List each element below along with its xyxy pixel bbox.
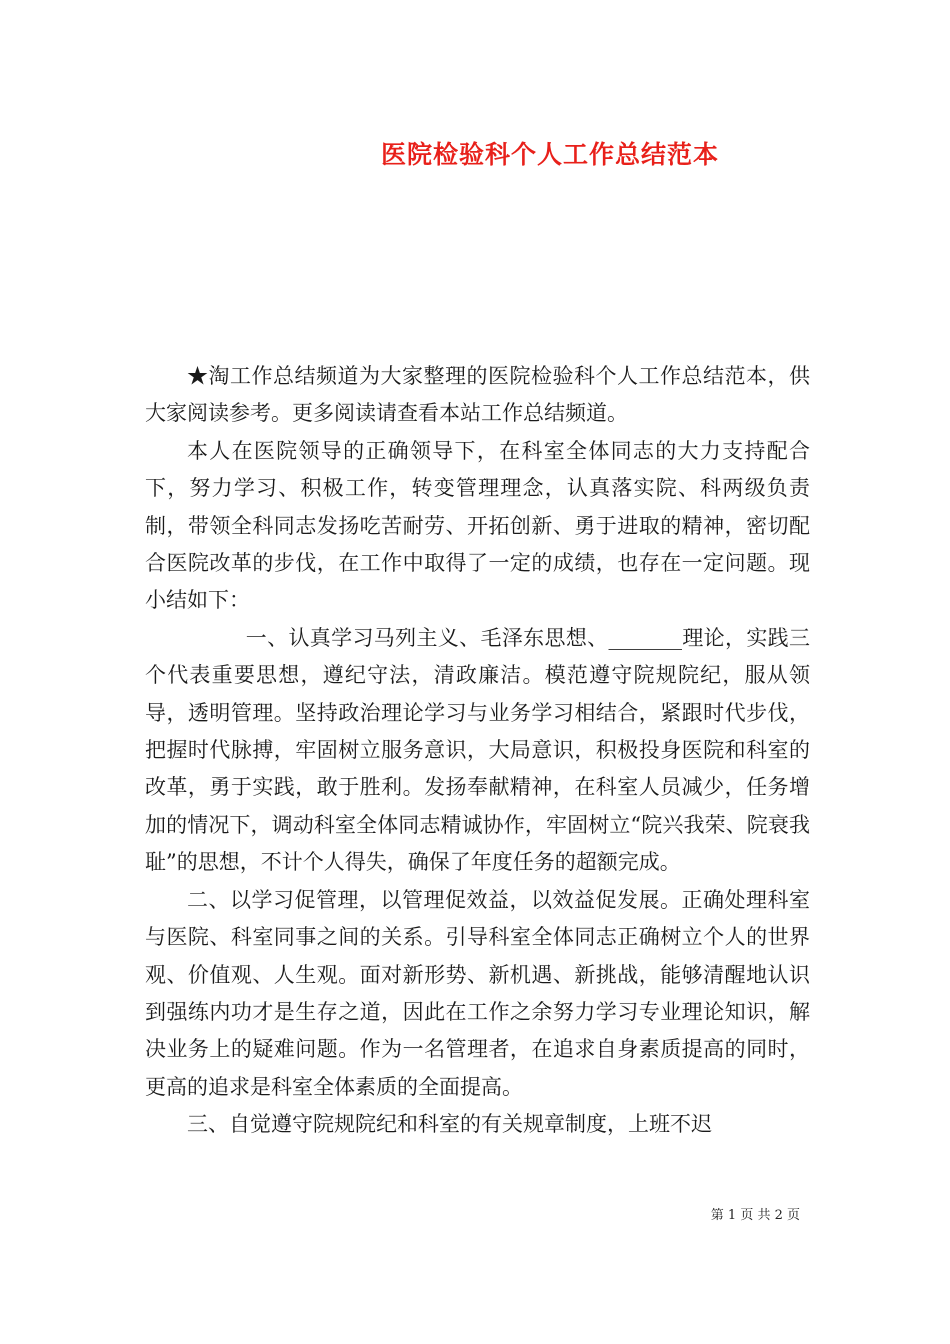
document-body xyxy=(145,358,810,1144)
section-two-paragraph: 二、以学习促管理，以管理促效益，以效益促发展。正确处理科室与医院、科室同事之间的关系。引导科室全体同志正确树立个人的世界观、价值观、人生观。面对新形势、新机遇、新挑战，能够清醒地认识到强练内功才是生存之道，因此在工作之余努力学习专业理论知识，解决业务上的疑难问题。作为一名管理者，在追求自身素质提高的同时，更高的追求是科室全体素质的全面提高。 xyxy=(145,887,810,1099)
section-one-paragraph: 一、认真学习马列主义、毛泽东思想、_______理论，实践三个代表重要思想，遵纪守法，清政廉洁。模范遵守院规院纪，服从领导，透明管理。坚持政治理论学习与业务学习相结合，紧跟时代步伐，把握时代脉搏，牢固树立服务意识，大局意识，积极投身医院和科室的改革，勇于实践，敢于胜利。发扬奉献精神，在科室人员减少，任务增加的情况下，调动科室全体同志精诚协作，牢固树立“院兴我荣、院衰我耻”的思想，不计个人得失，确保了年度任务的超额完成。 xyxy=(145,625,810,875)
document-title: 医院检验科个人工作总结范本 xyxy=(380,140,719,169)
section-three-paragraph: 三、自觉遵守院规院纪和科室的有关规章制度，上班不迟 xyxy=(187,1112,712,1137)
page-number-footer: 第 1 页 共 2 页 xyxy=(710,1208,800,1223)
intro-paragraph: ★淘工作总结频道为大家整理的医院检验科个人工作总结范本，供大家阅读参考。更多阅读请查看本站工作总结频道。 xyxy=(145,364,810,426)
overview-paragraph: 本人在医院领导的正确领导下，在科室全体同志的大力支持配合下，努力学习、积极工作，转变管理理念，认真落实院、科两级负责制，带领全科同志发扬吃苦耐劳、开拓创新、勇于进取的精神，密切配合医院改革的步伐，在工作中取得了一定的成绩，也存在一定问题。现小结如下： xyxy=(145,438,810,613)
